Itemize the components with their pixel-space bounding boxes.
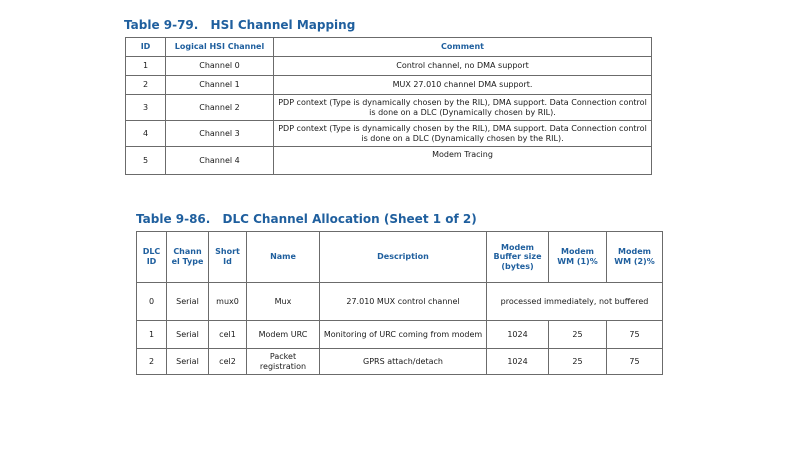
cell-channel: Channel 1 [166, 76, 274, 95]
cell-id: 4 [126, 121, 166, 147]
cell-comment: Modem Tracing [274, 147, 652, 175]
cell-buffer-size: 1024 [487, 349, 549, 375]
cell-channel-type: Serial [167, 349, 209, 375]
cell-id: 5 [126, 147, 166, 175]
table-row [126, 95, 652, 121]
cell-id: 2 [126, 76, 166, 95]
cell-channel: Channel 0 [166, 57, 274, 76]
cell-short-id: cel2 [209, 349, 247, 375]
table-row [126, 147, 652, 175]
table-row [126, 76, 652, 95]
header-logical-hsi-channel: Logical HSI Channel [166, 38, 274, 57]
table-row [126, 121, 652, 147]
cell-channel: Channel 3 [166, 121, 274, 147]
header-dlc-id: DLC ID [137, 232, 167, 283]
cell-description: Monitoring of URC coming from modem [320, 321, 487, 349]
cell-buffer-note: processed immediately, not buffered [487, 283, 663, 321]
cell-wm-2: 75 [607, 349, 663, 375]
cell-description: 27.010 MUX control channel [320, 283, 487, 321]
cell-channel: Channel 2 [166, 95, 274, 121]
header-channel-type: Chann el Type [167, 232, 209, 283]
cell-channel: Channel 4 [166, 147, 274, 175]
hsi-channel-mapping-table [125, 37, 652, 175]
cell-buffer-size: 1024 [487, 321, 549, 349]
table-row [126, 57, 652, 76]
table1-caption [124, 18, 355, 32]
table1-number: Table 9-79. [124, 18, 199, 32]
header-name: Name [247, 232, 320, 283]
table2-caption [136, 212, 477, 226]
header-modem-wm-2: Modem WM (2)% [607, 232, 663, 283]
cell-wm-2: 75 [607, 321, 663, 349]
cell-name: Mux [247, 283, 320, 321]
header-short-id: Short Id [209, 232, 247, 283]
cell-short-id: mux0 [209, 283, 247, 321]
cell-dlc-id: 1 [137, 321, 167, 349]
header-id: ID [126, 38, 166, 57]
cell-comment: PDP context (Type is dynamically chosen by the RIL), DMA support. Data Connection control is done on a DLC (Dynamically chosen by RIL). [274, 95, 652, 121]
cell-description: GPRS attach/detach [320, 349, 487, 375]
table1-title: HSI Channel Mapping [210, 18, 356, 32]
cell-id: 3 [126, 95, 166, 121]
cell-channel-type: Serial [167, 283, 209, 321]
cell-channel-type: Serial [167, 321, 209, 349]
cell-dlc-id: 0 [137, 283, 167, 321]
table2-title: DLC Channel Allocation (Sheet 1 of 2) [222, 212, 477, 226]
header-modem-buffer-size: Modem Buffer size (bytes) [487, 232, 549, 283]
table-row [137, 349, 663, 375]
cell-dlc-id: 2 [137, 349, 167, 375]
header-description: Description [320, 232, 487, 283]
cell-name: Modem URC [247, 321, 320, 349]
header-modem-wm-1: Modem WM (1)% [549, 232, 607, 283]
table-header-row [126, 38, 652, 57]
header-comment: Comment [274, 38, 652, 57]
cell-short-id: cel1 [209, 321, 247, 349]
cell-wm-1: 25 [549, 321, 607, 349]
cell-comment: Control channel, no DMA support [274, 57, 652, 76]
table-header-row [137, 232, 663, 283]
dlc-channel-allocation-table [136, 231, 663, 375]
table-row [137, 283, 663, 321]
cell-comment: PDP context (Type is dynamically chosen by the RIL), DMA support. Data Connection control is done on a DLC (Dynamically chosen by the RIL). [274, 121, 652, 147]
cell-comment: MUX 27.010 channel DMA support. [274, 76, 652, 95]
table2-number: Table 9-86. [136, 212, 211, 226]
cell-name: Packet registration [247, 349, 320, 375]
cell-wm-1: 25 [549, 349, 607, 375]
cell-id: 1 [126, 57, 166, 76]
table-row [137, 321, 663, 349]
